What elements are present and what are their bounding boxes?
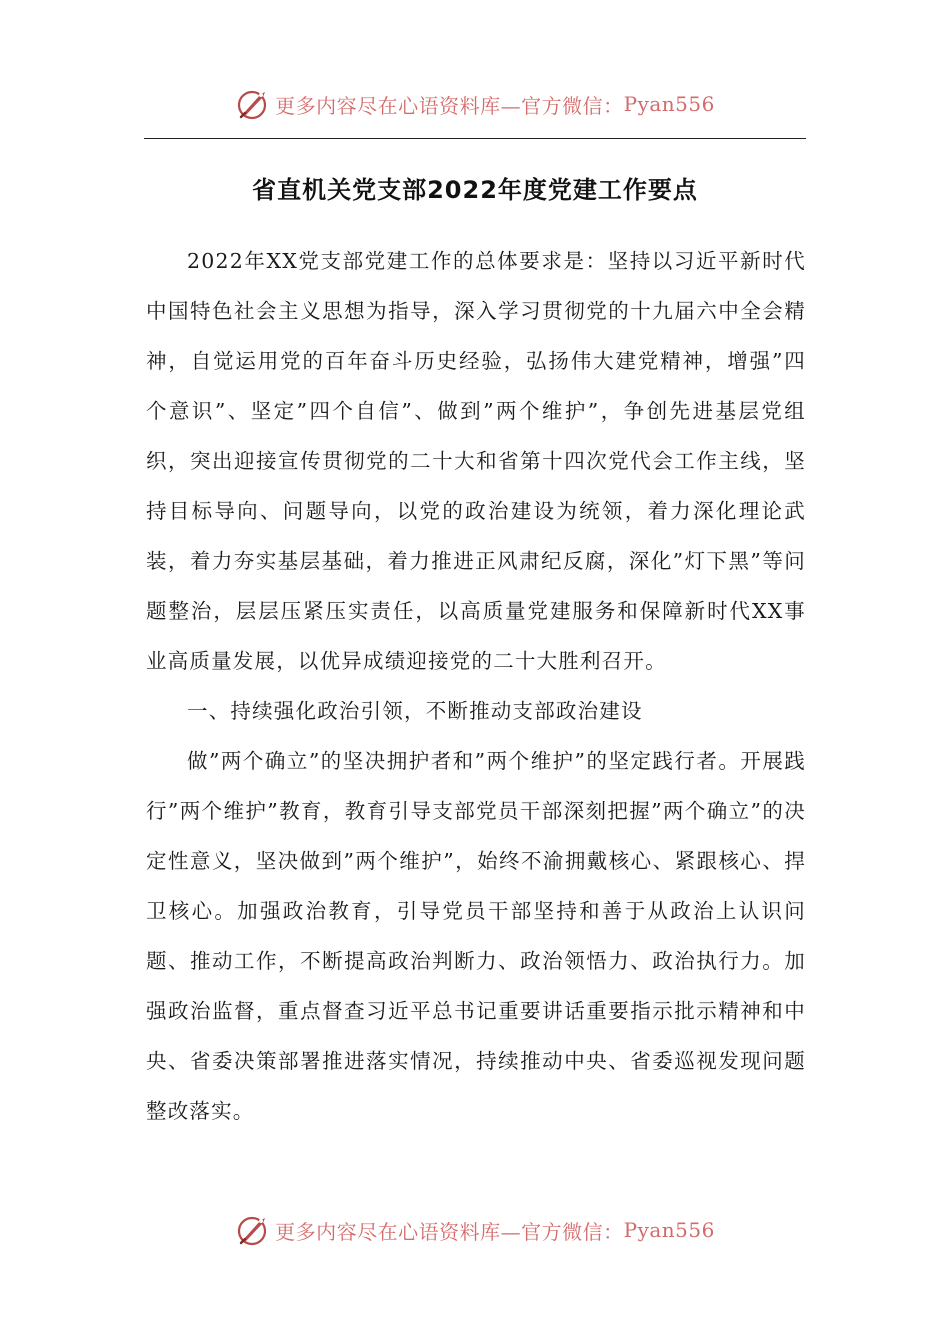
header-banner-text: 更多内容尽在心语资料库—官方微信： [275, 93, 624, 118]
header-wechat-id: Pyan556 [623, 92, 715, 116]
footer-wechat-id: Pyan556 [623, 1218, 715, 1242]
header-banner [0, 82, 950, 126]
footer-banner [0, 1208, 950, 1252]
intro-paragraph: 2022年XX党支部党建工作的总体要求是：坚持以习近平新时代中国特色社会主义思想为指导，深入学习贯彻党的十九届六中全会精神，自觉运用党的百年奋斗历史经验，弘扬伟大建党精神，增强”四个意识”、坚定”四个自信”、做到”两个维护”，争创先进基层党组织，突出迎接宣传贯彻党的二十大和省第十四次党代会工作主线，坚持目标导向、问题导向，以党的政治建设为统领，着力深化理论武装，着力夯实基层基础，着力推进正风肃纪反腐，深化”灯下黑”等问题整治，层层压紧压实责任，以高质量党建服务和保障新时代XX事业高质量发展，以优异成绩迎接党的二十大胜利召开。 [146, 249, 806, 673]
document-body [146, 236, 806, 1136]
quill-pen-logo-icon [235, 1212, 271, 1248]
document-title: 省直机关党支部2022年度党建工作要点 [252, 176, 698, 204]
section-heading: 一、持续强化政治引领，不断推动支部政治建设 [187, 699, 643, 723]
quill-pen-logo-icon [235, 86, 271, 122]
footer-banner-text: 更多内容尽在心语资料库—官方微信： [275, 1219, 624, 1244]
header-divider [144, 138, 806, 139]
section-paragraph: 做”两个确立”的坚决拥护者和”两个维护”的坚定践行者。开展践行”两个维护”教育，教育引导支部党员干部深刻把握”两个确立”的决定性意义，坚决做到”两个维护”，始终不渝拥戴核心、紧跟核心、捍卫核心。加强政治教育，引导党员干部坚持和善于从政治上认识问题、推动工作，不断提高政治判断力、政治领悟力、政治执行力。加强政治监督，重点督查习近平总书记重要讲话重要指示批示精神和中央、省委决策部署推进落实情况，持续推动中央、省委巡视发现问题整改落实。 [146, 749, 806, 1123]
